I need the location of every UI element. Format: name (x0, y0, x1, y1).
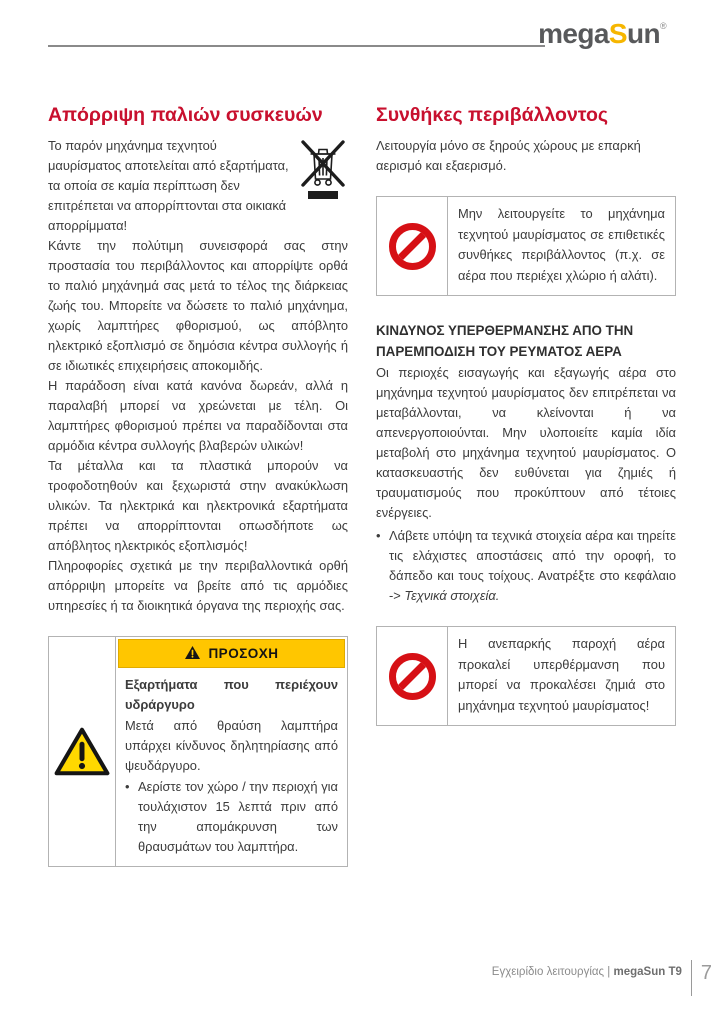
paragraph-text: Το παρόν μηχάνημα τεχνητού μαυρίσματος αποτελείται από εξαρτήματα, τα οποία σε καμία περίπτωση δεν επιτρέπεται να απορρίπτονται στα οικιακά απορρίμματα! (48, 138, 289, 234)
caution-bullet-item (125, 777, 338, 857)
logo-text-s: S (608, 18, 627, 49)
section-title-disposal: Απόρριψη παλιών συσκευών (48, 104, 323, 126)
paragraph-disposal-3: Η παράδοση είναι κατά κανόνα δωρεάν, αλλά η παραλαβή μπορεί να χρεώνεται με τέλη. Οι λαμπτήρες φθορισμού πρέπει να παραδίδονται στα αρμόδια κέντρα συλλογής βλαβερών υλικών! (48, 378, 348, 454)
registered-trademark-icon: ® (659, 21, 666, 31)
paragraph-disposal-4: Τα μέταλλα και τα πλαστικά μπορούν να τροφοδοτηθούν και ξεχωριστά στην ανακύκλωση υλικών. Τα ηλεκτρικά και ηλεκτρονικά εξαρτήματα πρέπει να απορρίπτονται οπωσδήποτε ως απόβλητος ηλεκτρικός εξοπλισμός! (48, 458, 348, 554)
section-title-environment: Συνθήκες περιβάλλοντος (376, 104, 609, 126)
overheating-body: Οι περιοχές εισαγωγής και εξαγωγής αέρα στο μηχάνημα τεχνητού μαυρίσματος δεν επιτρέπεται να μεταβάλλονται, να κλείνονται ή να απενεργοποιούνται. Μην υλοποιείτε καμία ιδία μεταβολή στο μηχάνημα τεχνητού μαυρίσματος. Ο κατασκευαστής δεν ευθύνεται για ζημιές ή τραυματισμούς που προκύπτουν από τέτοιες ενέργειες. (376, 365, 676, 521)
caution-title: ΠΡΟΣΟΧΗ (208, 646, 279, 662)
footer-divider (691, 960, 692, 996)
caution-body-text: Μετά από θραύση λαμπτήρα υπάρχει κίνδυνος δηλητηρίασης από ψευδάργυρο. (125, 718, 338, 774)
air-distances-bullet-item (376, 526, 676, 606)
prohibition-text-airflow: Η ανεπαρκής παροχή αέρα προκαλεί υπερθέρμανση που μπορεί να προκαλέσει ζημιά στο μηχάνημα τεχνητού μαυρίσματος! (458, 636, 665, 713)
prohibition-box-airflow (376, 626, 676, 726)
caution-title-bar (118, 639, 345, 668)
bullet-marker: • (125, 779, 130, 795)
caution-subtitle: Εξαρτήματα που περιέχουν υδράργυρο (125, 677, 338, 713)
paragraph-disposal-1 (48, 136, 348, 236)
footer-label (492, 960, 682, 978)
right-column (376, 104, 676, 726)
caution-box-mercury (48, 636, 348, 867)
paragraph-disposal-5: Πληροφορίες σχετικά με την περιβαλλοντικά ορθή απόρριψη μπορείτε να βρείτε από τις αρμόδιες υπηρεσίες ή τα διοικητικά όργανα της περιοχής σας. (48, 558, 348, 614)
prohibition-text-environment: Μην λειτουργείτε το μηχάνημα τεχνητού μαυρίσματος σε επιθετικές συνθήκες περιβάλλοντος (π.χ. σε αέρα που περιέχει χλώριο ή αλάτι). (458, 206, 665, 283)
megasun-logo (538, 20, 666, 48)
air-distances-text: Λάβετε υπόψη τα τεχνικά στοιχεία αέρα και τηρείτε τις ελάχιστες αποστάσεις από την οροφή, το δάπεδο και τους τοίχους. Ανατρέξτε στο κεφάλαιο -> (389, 528, 676, 604)
warning-triangle-icon (184, 645, 201, 663)
paragraph-disposal-2: Κάντε την πολύτιμη συνεισφορά σας στην προστασία του περιβάλλοντος και απορρίψτε ορθά το παλιό μηχάνημά σας μετά το τέλος της διάρκειας ζωής του. Μπορείτε να δώσετε το παλιό μηχάνημα, χωρίς λαμπτήρες φθορισμού, ως απόβλητο ηλεκτρικό εξοπλισμό σε δημόσια κέντρα συλλογής ή σε ιδιωτικές επιχειρήσεις αποκομιδής. (48, 238, 348, 374)
footer-manual-text: Εγχειρίδιο λειτουργίας | (491, 966, 614, 978)
logo-text-mega: mega (538, 18, 609, 49)
footer-product-name: megaSun T9 (613, 966, 682, 978)
caution-bullet-text: Αερίστε τον χώρο / την περιοχή για τουλάχιστον 15 λεπτά πριν από την απομάκρυνση των θραυσμάτων του λαμπτήρα. (138, 779, 338, 855)
prohibition-no-sign-icon (377, 197, 448, 295)
air-distances-bullet-text (389, 526, 676, 606)
prohibition-box-environment (376, 196, 676, 296)
left-column (48, 104, 348, 867)
logo-text-un: un (626, 18, 660, 49)
paragraph-environment-intro: Λειτουργία μόνο σε ξηρούς χώρους με επαρκή αερισμό και εξαερισμό. (376, 138, 641, 174)
prohibition-no-sign-icon (377, 627, 448, 725)
page-number: 7 (700, 962, 712, 984)
header-divider (48, 45, 545, 47)
footer (492, 960, 712, 996)
technical-data-reference: Τεχνικά στοιχεία. (404, 588, 500, 604)
caution-body-cell (116, 670, 347, 866)
overheating-heading: ΚΙΝΔΥΝΟΣ ΥΠΕΡΘΕΡΜΑΝΣΗΣ ΑΠΟ ΤΗΝ ΠΑΡΕΜΠΟΔΙΣΗ ΤΟΥ ΡΕΥΜΑΤΟΣ ΑΕΡΑ (376, 323, 634, 360)
caution-content-cell (116, 637, 347, 866)
weee-crossed-out-bin-icon (298, 138, 348, 208)
bullet-marker: • (376, 528, 381, 544)
warning-triangle-icon (49, 637, 116, 866)
